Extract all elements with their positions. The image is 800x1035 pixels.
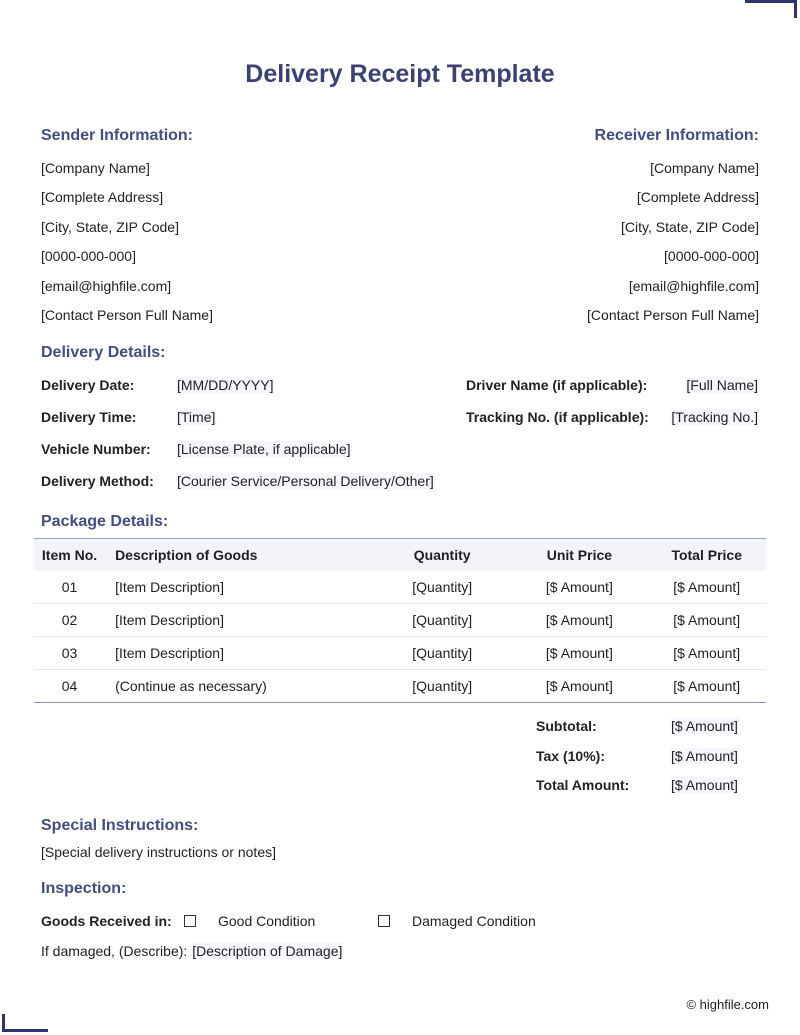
receiver-company: [Company Name] [650, 160, 759, 176]
sender-company: [Company Name] [41, 160, 150, 176]
receiver-address: [Complete Address] [636, 189, 759, 205]
unit-price-cell[interactable]: [$ Amount] [511, 604, 647, 637]
sender-address: [Complete Address] [41, 189, 164, 205]
total-price-cell[interactable]: [$ Amount] [647, 604, 766, 637]
table-row [34, 604, 766, 637]
tracking-number-label: Tracking No. (if applicable): [466, 409, 649, 425]
total-amount-label: Total Amount: [536, 777, 630, 793]
total-price-cell[interactable]: [$ Amount] [647, 637, 766, 670]
column-header-unit-price: Unit Price [546, 547, 613, 563]
goods-received-label: Goods Received in: [41, 913, 172, 929]
damaged-condition-label: Damaged Condition [412, 913, 536, 929]
receiver-contact: [Contact Person Full Name] [587, 307, 759, 323]
sender-phone: [0000-000-000] [41, 248, 136, 264]
footer-copyright: © highfile.com [686, 997, 769, 1012]
subtotal-field[interactable]: [$ Amount] [671, 718, 738, 734]
tracking-number-field[interactable]: [Tracking No.] [671, 409, 758, 425]
item-no-cell: 02 [34, 604, 105, 637]
description-cell[interactable]: [Item Description] [105, 571, 373, 604]
quantity-cell[interactable]: [Quantity] [373, 637, 511, 670]
special-instructions-text[interactable]: [Special delivery instructions or notes] [41, 844, 276, 860]
total-price-cell[interactable]: [$ Amount] [647, 670, 766, 703]
receiver-email: [email@highfile.com] [628, 278, 759, 294]
good-condition-checkbox[interactable] [184, 915, 196, 927]
unit-price-cell[interactable]: [$ Amount] [511, 637, 647, 670]
page-title: Delivery Receipt Template [245, 60, 555, 88]
delivery-time-label: Delivery Time: [41, 409, 137, 425]
vehicle-number-field[interactable]: [License Plate, if applicable] [177, 441, 351, 457]
description-cell[interactable]: [Item Description] [105, 604, 373, 637]
unit-price-cell[interactable]: [$ Amount] [511, 571, 647, 604]
damage-description-field[interactable]: [Description of Damage] [192, 943, 343, 959]
delivery-date-field[interactable]: [MM/DD/YYYY] [177, 377, 274, 393]
table-header-row [34, 539, 766, 572]
corner-decoration-top [744, 0, 800, 18]
inspection-heading: Inspection: [41, 880, 127, 897]
column-header-total-price: Total Price [671, 547, 742, 563]
delivery-date-label: Delivery Date: [41, 377, 135, 393]
column-header-description: Description of Goods [115, 547, 258, 563]
column-header-quantity: Quantity [413, 547, 471, 563]
total-amount-field[interactable]: [$ Amount] [671, 777, 738, 793]
quantity-cell[interactable]: [Quantity] [373, 670, 511, 703]
quantity-cell[interactable]: [Quantity] [373, 604, 511, 637]
table-row [34, 637, 766, 670]
sender-heading: Sender Information: [41, 127, 194, 144]
receiver-city: [City, State, ZIP Code] [621, 219, 759, 235]
driver-name-label: Driver Name (if applicable): [466, 377, 648, 393]
table-row [34, 571, 766, 604]
tax-label: Tax (10%): [536, 748, 605, 764]
unit-price-cell[interactable]: [$ Amount] [511, 670, 647, 703]
receiver-phone: [0000-000-000] [664, 248, 759, 264]
receiver-heading: Receiver Information: [594, 127, 759, 144]
sender-email: [email@highfile.com] [41, 278, 172, 294]
corner-decoration-bottom [0, 1017, 60, 1035]
total-price-cell[interactable]: [$ Amount] [647, 571, 766, 604]
sender-contact: [Contact Person Full Name] [41, 307, 213, 323]
column-header-item-no: Item No. [41, 547, 98, 563]
delivery-heading: Delivery Details: [41, 344, 166, 361]
delivery-method-field[interactable]: [Courier Service/Personal Delivery/Other] [177, 473, 434, 489]
tax-field[interactable]: [$ Amount] [671, 748, 738, 764]
item-no-cell: 03 [34, 637, 105, 670]
good-condition-label: Good Condition [218, 913, 316, 929]
description-cell[interactable]: (Continue as necessary) [105, 670, 373, 703]
item-no-cell: 01 [34, 571, 105, 604]
subtotal-label: Subtotal: [536, 718, 597, 734]
table-row [34, 670, 766, 703]
quantity-cell[interactable]: [Quantity] [373, 571, 511, 604]
package-table [34, 538, 766, 703]
delivery-method-label: Delivery Method: [41, 473, 154, 489]
driver-name-field[interactable]: [Full Name] [686, 377, 758, 393]
delivery-time-field[interactable]: [Time] [177, 409, 216, 425]
vehicle-number-label: Vehicle Number: [41, 441, 151, 457]
package-heading: Package Details: [41, 513, 169, 530]
item-no-cell: 04 [34, 670, 105, 703]
damaged-condition-checkbox[interactable] [378, 915, 390, 927]
sender-city: [City, State, ZIP Code] [41, 219, 179, 235]
damage-description-label: If damaged, (Describe): [41, 943, 188, 959]
description-cell[interactable]: [Item Description] [105, 637, 373, 670]
special-instructions-heading: Special Instructions: [41, 817, 199, 834]
